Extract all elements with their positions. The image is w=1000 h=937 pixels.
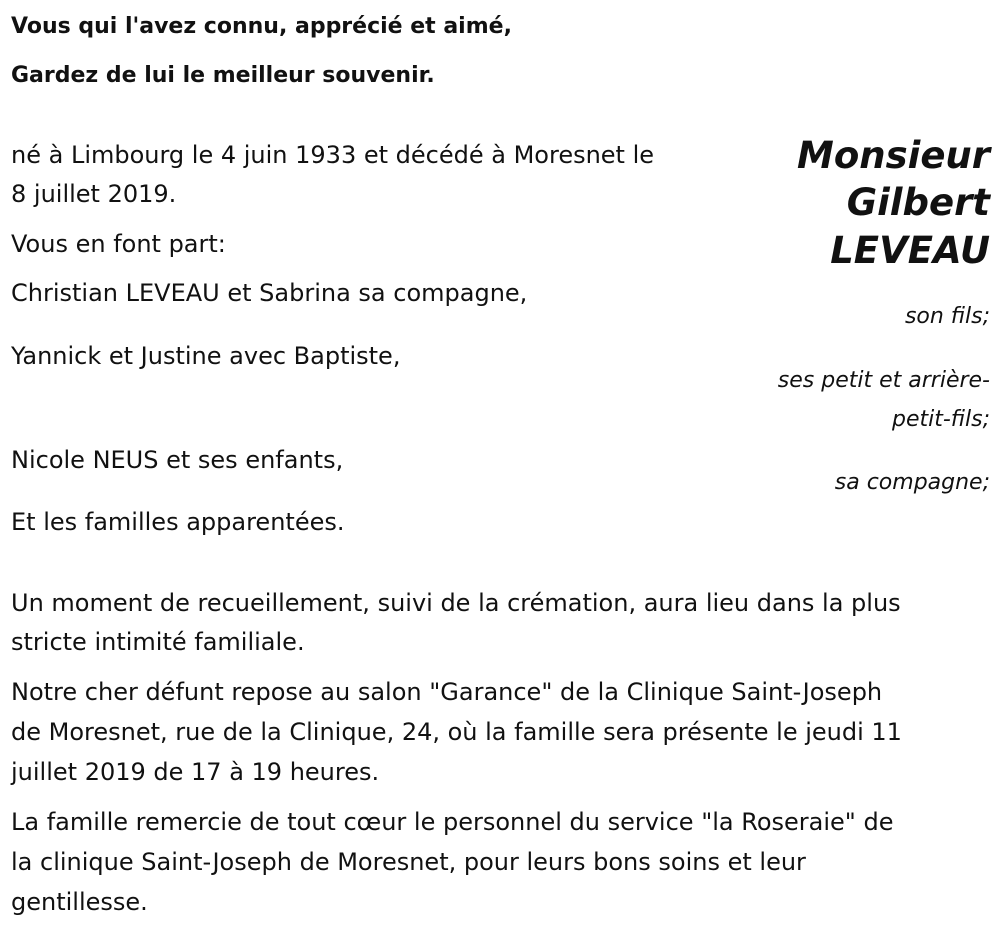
paragraph-3-line-2: la clinique Saint-Joseph de Moresnet, pour leurs bons soins et leur bbox=[11, 848, 806, 876]
paragraph-1-line-2: stricte intimité familiale. bbox=[11, 628, 305, 656]
family-relation-3: sa compagne; bbox=[834, 470, 990, 495]
deceased-title: Monsieur bbox=[797, 134, 990, 177]
paragraph-3-line-3: gentillesse. bbox=[11, 888, 148, 916]
family-relation-2-line-2: petit-fils; bbox=[891, 407, 990, 432]
paragraph-2-line-3: juillet 2019 de 17 à 19 heures. bbox=[11, 758, 380, 786]
paragraph-1-line-1: Un moment de recueillement, suivi de la crémation, aura lieu dans la plus bbox=[11, 589, 901, 617]
family-name-1: Christian LEVEAU et Sabrina sa compagne, bbox=[11, 279, 528, 307]
birth-death-line-2: 8 juillet 2019. bbox=[11, 180, 177, 208]
paragraph-3-line-1: La famille remercie de tout cœur le personnel du service "la Roseraie" de bbox=[11, 808, 894, 836]
header-line-1: Vous qui l'avez connu, apprécié et aimé, bbox=[11, 14, 512, 39]
deceased-last-name: LEVEAU bbox=[830, 229, 990, 272]
deceased-first-name: Gilbert bbox=[846, 181, 990, 224]
announcement: Vous en font part: bbox=[11, 230, 226, 258]
birth-death-line-1: né à Limbourg le 4 juin 1933 et décédé à Moresnet le bbox=[11, 141, 655, 169]
family-name-4: Et les familles apparentées. bbox=[11, 508, 345, 536]
family-name-2: Yannick et Justine avec Baptiste, bbox=[11, 342, 401, 370]
family-relation-2-line-1: ses petit et arrière- bbox=[777, 368, 990, 393]
family-name-3: Nicole NEUS et ses enfants, bbox=[11, 446, 344, 474]
family-relation-1: son fils; bbox=[904, 304, 990, 329]
header-line-2: Gardez de lui le meilleur souvenir. bbox=[11, 63, 435, 88]
paragraph-2-line-2: de Moresnet, rue de la Clinique, 24, où la famille sera présente le jeudi 11 bbox=[11, 718, 902, 746]
paragraph-2-line-1: Notre cher défunt repose au salon "Garance" de la Clinique Saint-Joseph bbox=[11, 678, 883, 706]
